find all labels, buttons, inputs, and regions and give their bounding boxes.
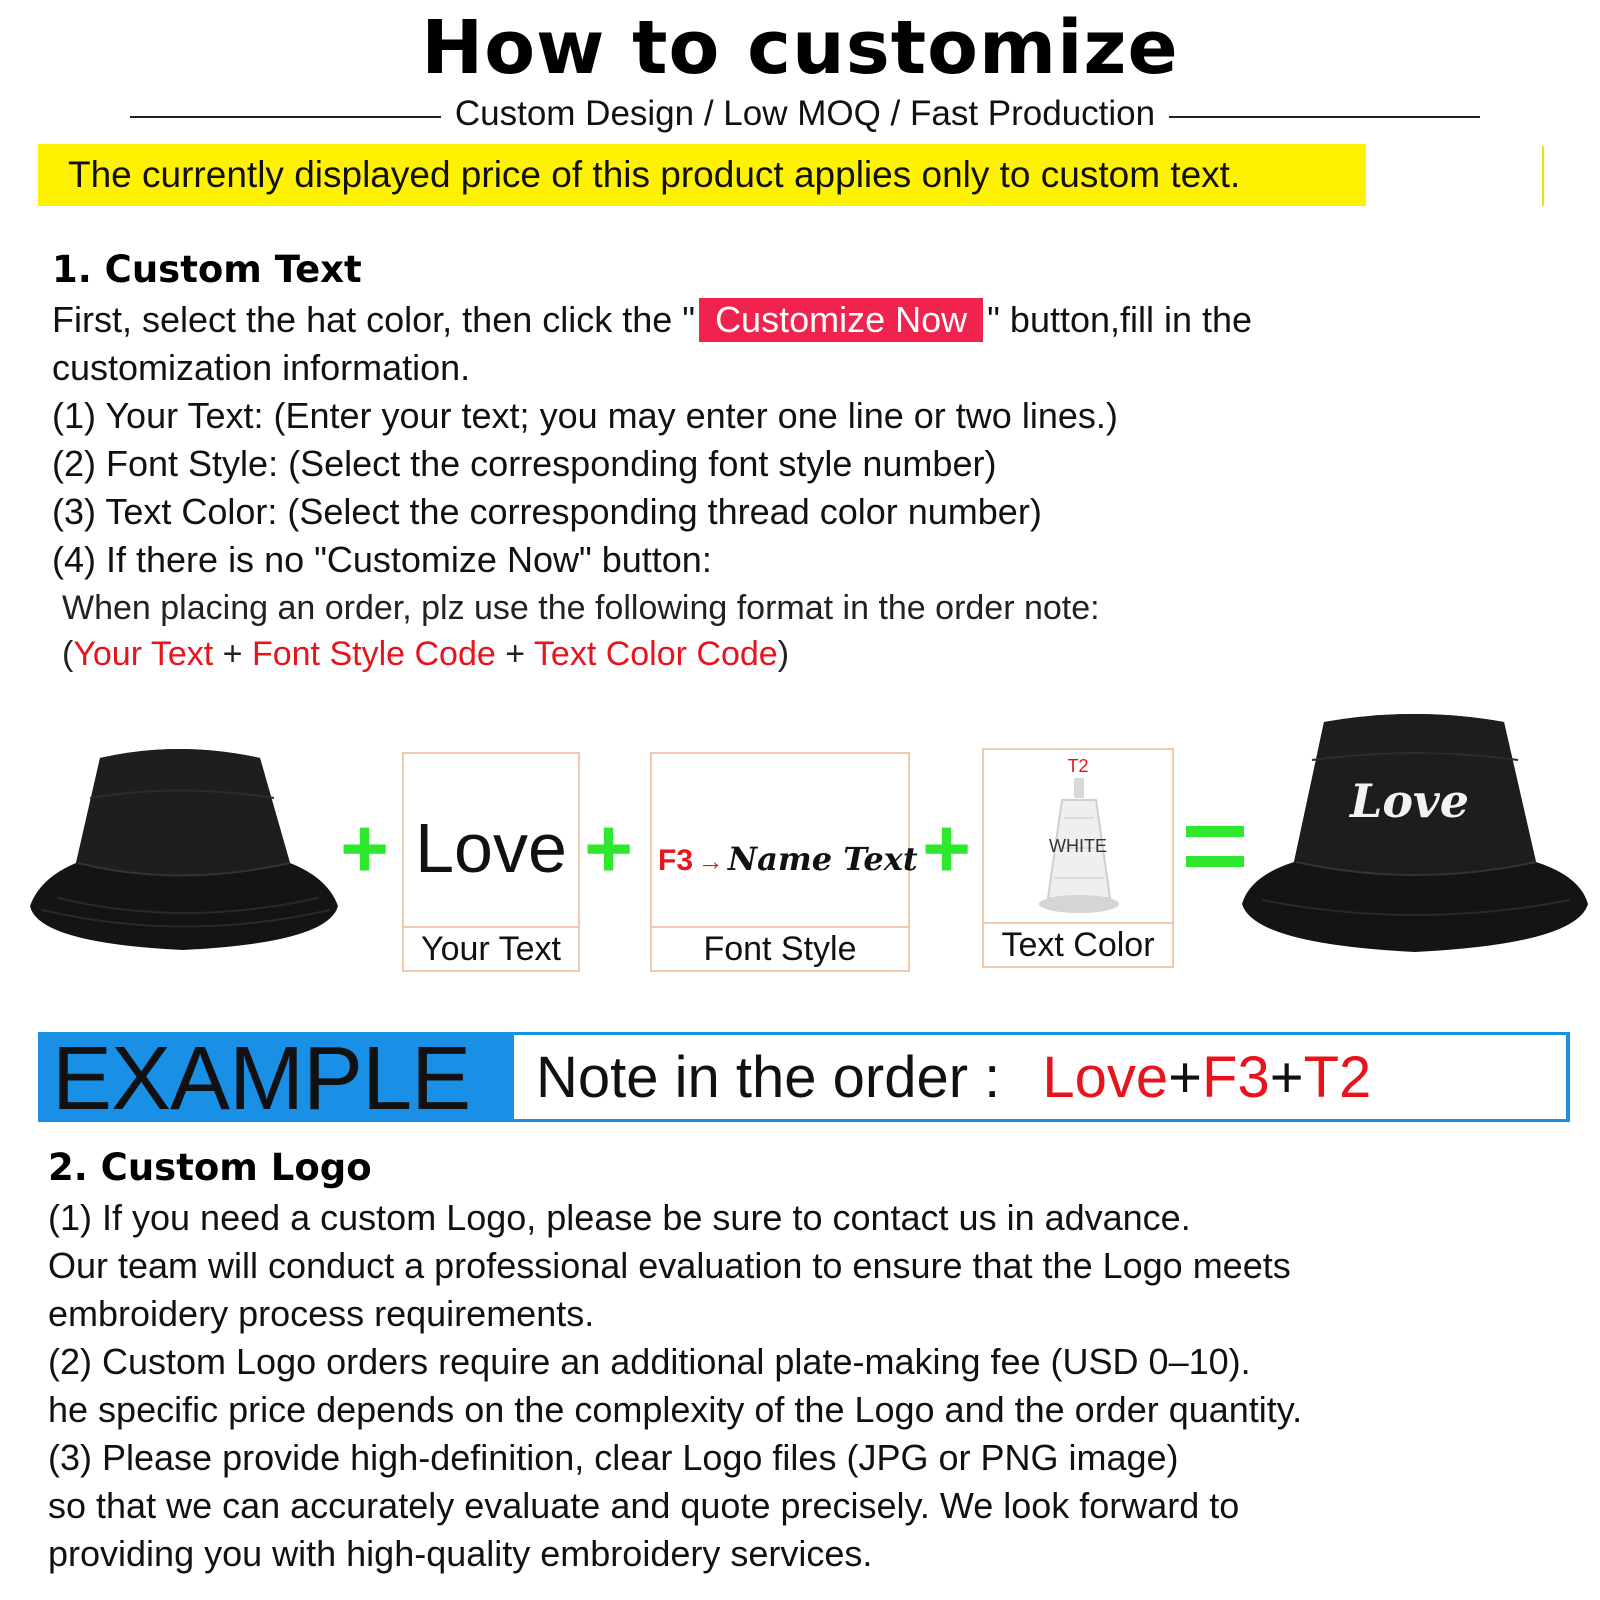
order-note-format [62,630,789,678]
example-your-text: Love [1042,1045,1169,1110]
font-code: F3 [658,844,694,877]
format-your-text: Your Text [73,635,214,673]
example-font-code: F3 [1202,1045,1270,1110]
font-style-sample-row [658,840,918,878]
text-color-label: Text Color [1001,926,1155,964]
example-plus: + [1168,1045,1203,1110]
your-text-label: Your Text [421,930,561,968]
section1-heading: 1. Custom Text [52,248,362,291]
step-text-color: (3) Text Color: (Select the corresponding thread color number) [52,491,1042,532]
format-font-code: Font Style Code [251,635,496,673]
embroidered-bucket-hat-image [1240,704,1590,960]
thread-color-name: WHITE [1049,836,1107,856]
plain-bucket-hat-image [28,738,344,960]
section1-intro-line2: customization information. [52,347,471,388]
thread-code: T2 [1067,756,1089,776]
format-plus: + [495,635,534,673]
format-color-code: Text Color Code [533,635,778,673]
page-title: How to customize [421,5,1179,91]
font-sample-text: Name Text [727,840,918,878]
your-text-sample: Love [415,809,567,887]
arrow-right-icon: → [697,846,724,876]
section2-heading: 2. Custom Logo [48,1146,372,1189]
example-label: EXAMPLE [52,1029,471,1129]
step-font-style: (2) Font Style: (Select the corresponding font style number) [52,443,997,484]
logo-line: he specific price depends on the complexity of the Logo and the order quantity. [48,1389,1303,1430]
price-notice-banner: The currently displayed price of this product applies only to custom text. [38,144,1366,206]
customize-now-button[interactable]: Customize Now [699,298,983,342]
example-banner [38,1029,1570,1129]
step-your-text: (1) Your Text: (Enter your text; you may enter one line or two lines.) [52,395,1118,436]
logo-line: embroidery process requirements. [48,1293,595,1334]
box-divider [404,926,578,928]
example-plus: + [1269,1045,1304,1110]
subtitle: Custom Design / Low MOQ / Fast Production [441,94,1169,133]
plus-sign: + [340,801,390,895]
font-style-box [650,752,918,972]
intro-text-before: First, select the hat color, then click the " [52,299,696,340]
intro-text-after: " button,fill in the [987,299,1253,340]
box-divider [984,922,1172,924]
subtitle-row [130,92,1480,136]
embroidered-text: Love [1350,774,1470,828]
section1-intro [52,296,1252,344]
plus-sign: + [584,801,634,895]
logo-line: (3) Please provide high-definition, clear Logo files (JPG or PNG image) [48,1437,1179,1478]
your-text-box [402,752,580,972]
logo-line: providing you with high-quality embroidery services. [48,1533,873,1574]
equals-sign [1186,826,1244,870]
example-order-note [514,1035,1566,1119]
format-close-paren: ) [777,635,790,673]
box-divider [652,926,908,928]
logo-line: so that we can accurately evaluate and quote precisely. We look forward to [48,1485,1240,1526]
plus-sign: + [922,801,972,895]
format-plus: + [213,635,252,673]
format-open-paren: ( [62,635,74,673]
logo-line: Our team will conduct a professional evaluation to ensure that the Logo meets [48,1245,1291,1286]
text-color-box [982,748,1174,968]
logo-line: (1) If you need a custom Logo, please be sure to contact us in advance. [48,1197,1191,1238]
step-no-button: (4) If there is no "Customize Now" button: [52,539,712,580]
font-style-label: Font Style [703,930,857,968]
example-color-code: T2 [1303,1045,1372,1110]
example-note-label: Note in the order : [536,1045,1001,1110]
logo-line: (2) Custom Logo orders require an additional plate-making fee (USD 0–10). [48,1341,1251,1382]
order-note-instruction: When placing an order, plz use the following format in the order note: [62,589,1100,627]
banner-edge-mark [1542,146,1544,206]
